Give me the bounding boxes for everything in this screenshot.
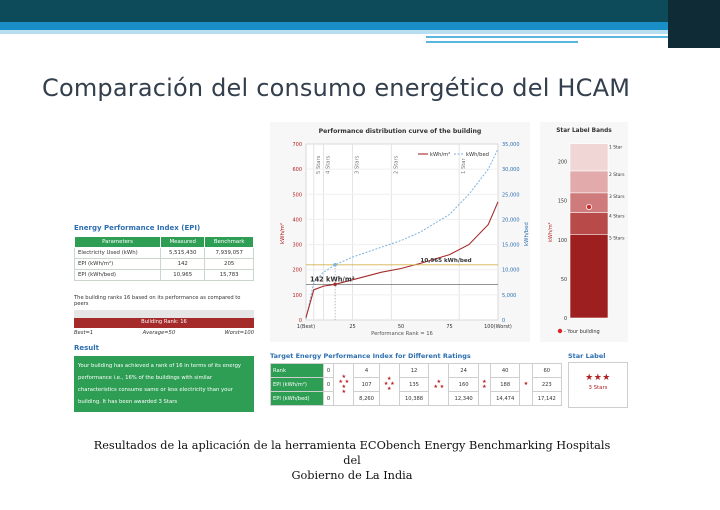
star-band-label: 1 Star [609, 145, 623, 151]
y-right-axis-label: kWh/bed [524, 222, 530, 246]
annotation-kwh-m2: 142 kWh/m² [310, 275, 355, 284]
caption-line: Resultados de la aplicación de la herramienta ECObench Energy Benchmarking Hospitals del [93, 439, 611, 467]
header-bar-blue [0, 22, 720, 30]
x-tick-label: 50 [397, 324, 405, 330]
bands-tick-label: 0 [563, 317, 567, 322]
table-cell: 24 [449, 364, 478, 378]
stars-2-icon: ★ ★ [478, 364, 490, 406]
y-left-tick-label: 300 [292, 242, 302, 249]
star-band [570, 144, 608, 171]
result-heading: Result [74, 344, 100, 352]
rank-bar-track [74, 310, 254, 318]
y-right-tick-label: 35,000 [502, 142, 520, 148]
stars-4-icon: ★ ★ ★ ★ [379, 364, 399, 406]
header-bar-light [0, 30, 720, 34]
rank-bar-label: Building Rank: 16 [141, 319, 187, 325]
table-cell: 160 [449, 378, 478, 392]
slide-caption [92, 438, 612, 483]
x-tick-label: 75 [446, 324, 453, 330]
target-heading: Target Energy Performance Index for Different Ratings [270, 352, 471, 360]
table-cell: Electricity Used (kWh) [75, 248, 161, 259]
y-right-tick-label: 30,000 [502, 167, 520, 174]
star-zone-label: 4 Stars [325, 155, 332, 174]
y-right-tick-label: 15,000 [502, 242, 520, 249]
chart-title: Performance distribution curve of the building [318, 128, 482, 135]
y-right-tick-label: 5,000 [502, 292, 517, 299]
header-bar-dark [0, 0, 720, 22]
slide-title: Comparación del consumo energético del HCAM [42, 74, 631, 102]
table-cell: 0 [323, 364, 334, 378]
annotation-kwh-bed: 10,965 kWh/bed [420, 257, 472, 264]
y-left-tick-label: 0 [298, 318, 302, 324]
star-rating-text: 3 Stars [588, 385, 608, 391]
rank-best: Best=1 [74, 330, 94, 336]
star-bands-chart [540, 122, 628, 342]
table-cell: 7,939,057 [205, 248, 254, 259]
table-row [271, 392, 562, 406]
star-zone-label: 2 Stars [393, 155, 400, 174]
y-left-tick-label: 500 [292, 192, 302, 199]
y-left-tick-label: 200 [292, 267, 302, 274]
table-cell: EPI (kWh/bed) [75, 270, 161, 281]
epi-col-header: Parameters [75, 237, 161, 248]
table-cell: EPI (kWh/m²) [75, 259, 161, 270]
epi-table [74, 236, 254, 281]
rank-description: The building ranks 16 based on its performance as compared to peers [74, 295, 241, 307]
table-cell: 12 [399, 364, 428, 378]
table-cell: 0 [323, 392, 334, 406]
table-row [75, 259, 254, 270]
target-table [270, 363, 562, 406]
performance-chart-panel [270, 122, 530, 342]
row-header: EPI (kWh/m²) [271, 378, 324, 392]
table-cell: 5,515,430 [161, 248, 205, 259]
table-cell: 17,142 [532, 392, 561, 406]
x-tick-label: 25 [349, 324, 356, 330]
star-label-panel [568, 352, 628, 414]
star-zone-label: 3 Stars [354, 155, 361, 174]
row-header: EPI (kWh/bed) [271, 392, 324, 406]
result-text: Your building has achieved a rank of 16 in terms of its energy performance i.e., 16% of the buildings with similar characteristics consume same or less electricity than your building. It has been awarded 3 Stars [74, 356, 254, 412]
table-cell: 12,340 [449, 392, 478, 406]
decor-line [426, 41, 578, 43]
building-point-bed [333, 263, 337, 267]
y-left-tick-label: 600 [292, 167, 302, 174]
epi-col-header: Measured [161, 237, 205, 248]
table-row [75, 248, 254, 259]
table-cell: 14,474 [491, 392, 520, 406]
star-band [570, 171, 608, 193]
star-band-label: 3 Stars [609, 194, 625, 200]
legend-label-bed: kWh/bed [466, 152, 489, 158]
y-left-tick-label: 400 [292, 217, 302, 224]
table-row [75, 270, 254, 281]
caption-line: Gobierno de La India [291, 469, 413, 482]
star-bands-panel [540, 122, 628, 342]
table-cell: 205 [205, 259, 254, 270]
star-band [570, 212, 608, 234]
y-right-tick-label: 0 [502, 318, 506, 324]
y-right-tick-label: 25,000 [502, 192, 520, 199]
stars-1-icon: ★ [520, 364, 532, 406]
rank-bar [74, 310, 254, 328]
rank-average: Average=50 [142, 330, 176, 336]
star-band-label: 2 Stars [609, 173, 625, 179]
legend-building-label: - Your building [564, 329, 600, 335]
table-cell: 107 [354, 378, 379, 392]
table-cell: 40 [491, 364, 520, 378]
star-label-heading: Star Label [568, 352, 606, 360]
bands-tick-label: 150 [557, 199, 567, 205]
stars-5-icon: ★ ★ ★ ★ ★ [334, 364, 354, 406]
star-band [570, 234, 608, 318]
legend-label-m2: kWh/m² [430, 152, 451, 158]
x-tick-label: 100(Worst) [484, 324, 512, 330]
performance-chart [270, 122, 530, 342]
bands-tick-label: 50 [560, 277, 567, 283]
header-corner-block [668, 0, 720, 48]
rank-worst: Worst=100 [224, 330, 254, 336]
table-cell: 142 [161, 259, 205, 270]
table-cell: 60 [532, 364, 561, 378]
table-cell: 0 [323, 378, 334, 392]
star-zone-label: 5 Stars [315, 155, 322, 174]
table-cell: 188 [491, 378, 520, 392]
bands-axis-label: kWh/m² [548, 222, 554, 242]
table-cell: 4 [354, 364, 379, 378]
row-header: Rank [271, 364, 324, 378]
y-left-axis-label: kWh/m² [280, 222, 286, 244]
bands-title: Star Label Bands [556, 128, 612, 134]
star-zone-label: 1 Star [461, 158, 468, 174]
bands-tick-label: 200 [557, 160, 567, 166]
epi-heading: Energy Performance Index (EPI) [74, 224, 201, 232]
y-left-tick-label: 100 [292, 292, 302, 299]
y-right-tick-label: 20,000 [502, 217, 520, 224]
x-tick-label: 1(Best) [296, 324, 316, 330]
target-panel [270, 352, 562, 414]
x-axis-label: Performance Rank = 16 [371, 331, 433, 337]
rank-scale [74, 330, 254, 336]
decor-line [426, 36, 668, 38]
table-row [271, 378, 562, 392]
y-left-tick-label: 700 [292, 142, 302, 148]
table-row [271, 364, 562, 378]
stars-3-icon: ★ ★ ★ [429, 364, 449, 406]
table-cell: 10,388 [399, 392, 428, 406]
star-band-label: 4 Stars [609, 214, 625, 220]
table-cell: 15,783 [205, 270, 254, 281]
table-cell: 223 [532, 378, 561, 392]
epi-col-header: Benchmark [205, 237, 254, 248]
star-label-cell [568, 362, 628, 408]
your-building-marker [586, 204, 591, 209]
star-band-label: 5 Stars [609, 236, 625, 242]
legend-building-dot [558, 329, 562, 333]
bands-tick-label: 100 [557, 238, 567, 244]
table-cell: 135 [399, 378, 428, 392]
y-right-tick-label: 10,000 [502, 267, 520, 274]
table-cell: 10,965 [161, 270, 205, 281]
plot-area [306, 144, 498, 320]
table-cell: 8,260 [354, 392, 379, 406]
star-rating-icon: ★★★ [585, 373, 611, 383]
